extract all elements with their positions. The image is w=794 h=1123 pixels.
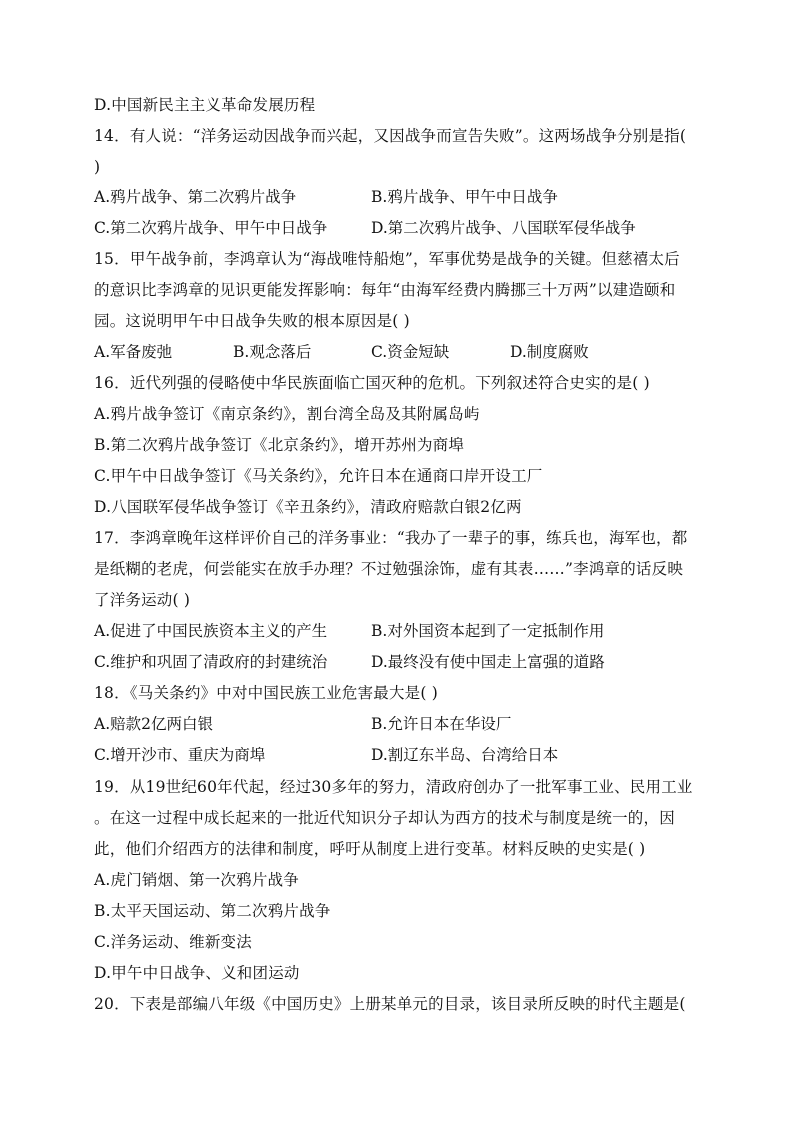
- q16-stem: 16．近代列强的侵略使中华民族面临亡国灭种的危机。下列叙述符合史实的是( ): [94, 374, 650, 392]
- q14-option-b: B.鸦片战争、甲午中日战争: [371, 188, 558, 206]
- q19-stem-line-2: 。在这一过程中成长起来的一批近代知识分子却认为西方的技术与制度是统一的，因: [94, 809, 675, 827]
- q19-option-a: A.虎门销烟、第一次鸦片战争: [94, 871, 299, 889]
- q19-option-b: B.太平天国运动、第二次鸦片战争: [94, 902, 331, 920]
- q13-option-d: D.中国新民主主义革命发展历程: [94, 96, 316, 114]
- q18-option-d: D.割辽东半岛、台湾给日本: [371, 746, 559, 764]
- q19-option-d: D.甲午中日战争、义和团运动: [94, 964, 300, 982]
- q15-stem-line-3: 园。这说明甲午中日战争失败的根本原因是( ): [94, 312, 410, 330]
- q17-stem-line-3: 了洋务运动( ): [94, 591, 191, 609]
- q19-option-c: C.洋务运动、维新变法: [94, 933, 252, 951]
- q15-option-b: B.观念落后: [233, 343, 312, 361]
- q15-option-c: C.资金短缺: [371, 343, 450, 361]
- q17-option-a: A.促进了中国民族资本主义的产生: [94, 622, 328, 640]
- q16-option-a: A.鸦片战争签订《南京条约》，割台湾全岛及其附属岛屿: [94, 405, 480, 423]
- q17-stem-line-1: 17．李鸿章晚年这样评价自己的洋务事业：“我办了一辈子的事，练兵也，海军也，都: [94, 529, 688, 547]
- q16-option-c: C.甲午中日战争签订《马关条约》，允许日本在通商口岸开设工厂: [94, 467, 543, 485]
- q17-stem-line-2: 是纸糊的老虎，何尝能实在放手办理？不过勉强涂饰，虚有其表……”李鸿章的话反映: [94, 560, 684, 578]
- q14-option-a: A.鸦片战争、第二次鸦片战争: [94, 188, 297, 206]
- q14-stem-line-1: 14．有人说：“洋务运动因战争而兴起，又因战争而宣告失败”。这两场战争分别是指(: [94, 127, 687, 145]
- q15-stem-line-1: 15．甲午战争前，李鸿章认为“海战唯恃船炮”，军事优势是战争的关键。但慈禧太后: [94, 250, 680, 268]
- q18-option-b: B.允许日本在华设厂: [371, 715, 512, 733]
- q14-stem-line-2: ): [94, 158, 101, 176]
- q14-option-c: C.第二次鸦片战争、甲午中日战争: [94, 219, 328, 237]
- q18-option-c: C.增开沙市、重庆为商埠: [94, 746, 266, 764]
- q18-stem: 18．《马关条约》中对中国民族工业危害最大是( ): [94, 684, 438, 702]
- q17-option-b: B.对外国资本起到了一定抵制作用: [371, 622, 605, 640]
- q18-option-a: A.赔款2亿两白银: [94, 715, 213, 733]
- q17-option-c: C.维护和巩固了清政府的封建统治: [94, 653, 328, 671]
- q15-option-d: D.制度腐败: [510, 343, 589, 361]
- q15-stem-line-2: 的意识比李鸿章的见识更能发挥影响：每年“由海军经费内腾挪三十万两”以建造颐和: [94, 281, 676, 299]
- q16-option-d: D.八国联军侵华战争签订《辛丑条约》，清政府赔款白银2亿两: [94, 498, 522, 516]
- q14-option-d: D.第二次鸦片战争、八国联军侵华战争: [371, 219, 636, 237]
- q17-option-d: D.最终没有使中国走上富强的道路: [371, 653, 605, 671]
- q15-option-a: A.军备废弛: [94, 343, 173, 361]
- q16-option-b: B.第二次鸦片战争签订《北京条约》，增开苏州为商埠: [94, 436, 465, 454]
- q19-stem-line-3: 此，他们介绍西方的法律和制度，呼吁从制度上进行变革。材料反映的史实是( ): [94, 840, 646, 858]
- q20-stem-line-1: 20．下表是部编八年级《中国历史》上册某单元的目录，该目录所反映的时代主题是(: [94, 995, 686, 1013]
- q19-stem-line-1: 19．从19世纪60年代起，经过30多年的努力，清政府创办了一批军事工业、民用工业: [94, 778, 693, 796]
